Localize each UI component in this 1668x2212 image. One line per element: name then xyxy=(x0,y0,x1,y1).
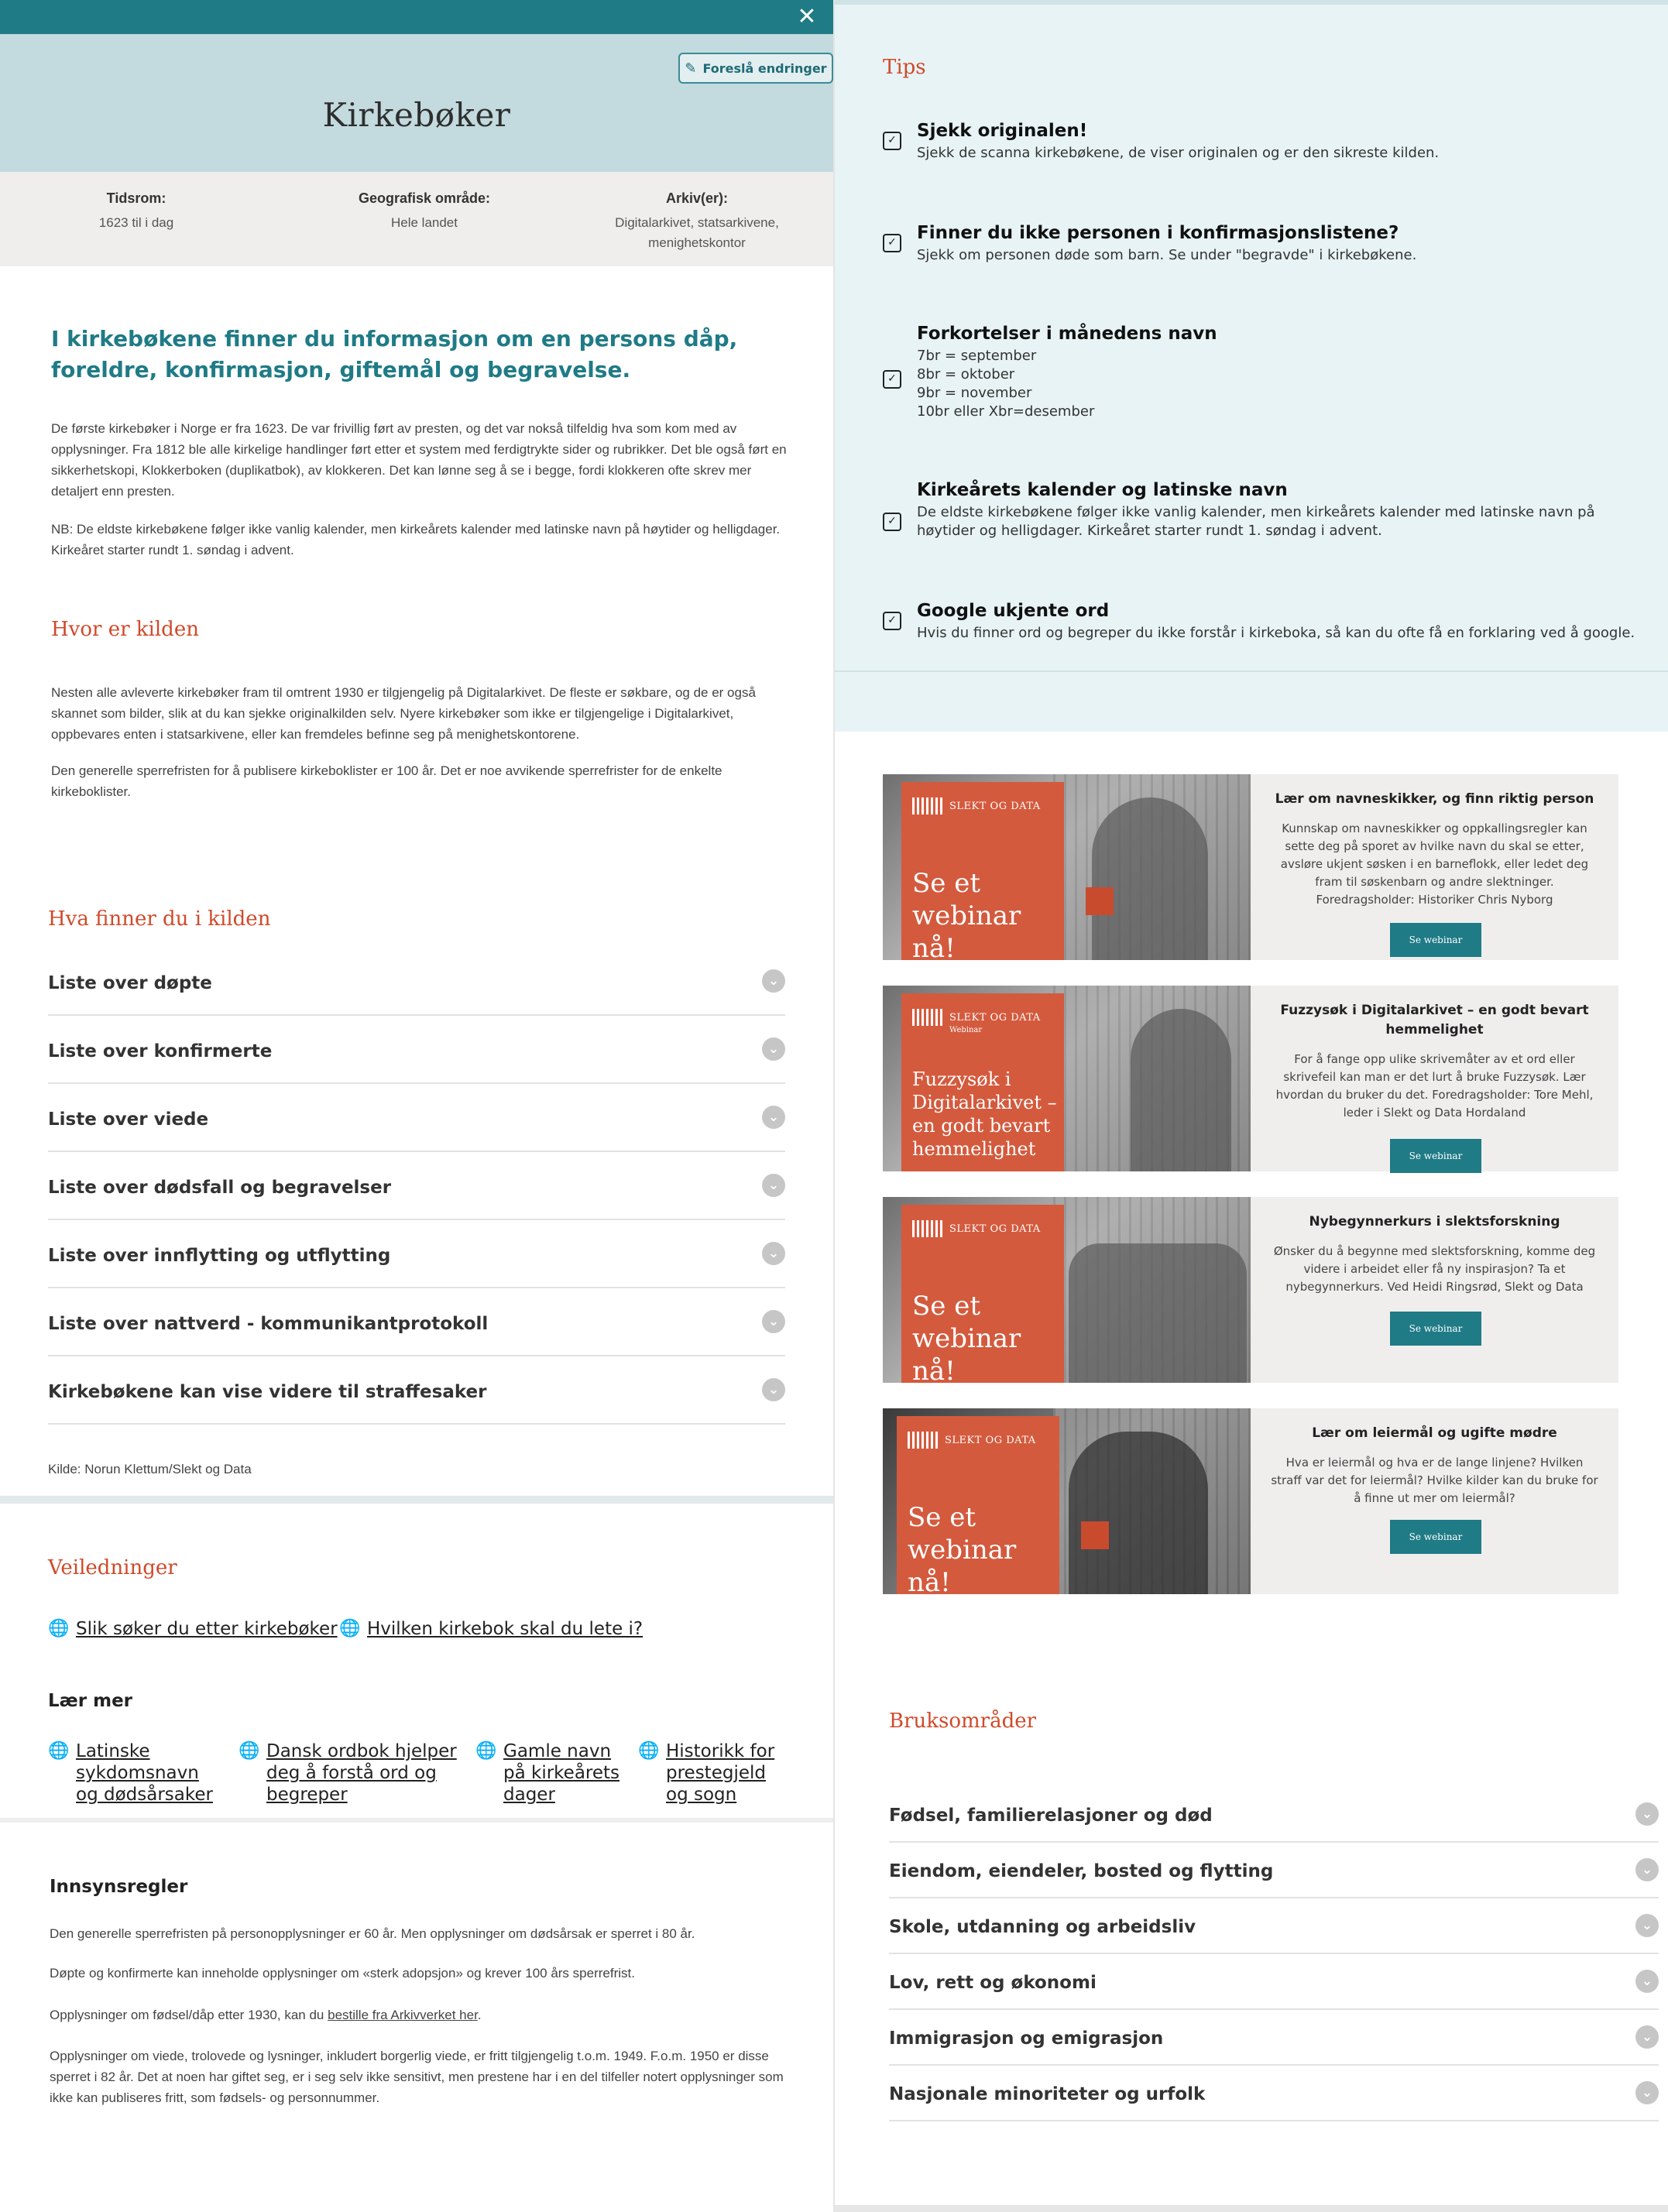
top-bar xyxy=(0,0,833,34)
page-title: Kirkebøker xyxy=(322,96,511,134)
photo-subject xyxy=(1092,797,1208,960)
accent-square xyxy=(1081,1521,1109,1549)
learn-more-link[interactable] xyxy=(48,1740,226,1806)
tips-top-border xyxy=(835,0,1668,5)
chevron-down-icon[interactable]: ⌄ xyxy=(762,1310,785,1333)
webinar-description: For å fange opp ulike skrivemåter av et ord eller skrivefeil kan man er det lurt å bruke Fuzzysøk. Lær hvordan du bruker du det. Foredragsholder: Tore Mehl, leder i Slekt og Data Hordaland xyxy=(1275,1052,1594,1120)
webinar-image xyxy=(883,774,1251,960)
find-item[interactable] xyxy=(48,1084,785,1152)
learn-more-link[interactable] xyxy=(475,1740,630,1806)
find-item[interactable] xyxy=(48,1356,785,1425)
chevron-down-icon[interactable]: ⌄ xyxy=(1635,1914,1659,1937)
find-item-label: Liste over døpte xyxy=(48,973,212,993)
chevron-down-icon[interactable]: ⌄ xyxy=(1635,1858,1659,1881)
chevron-down-icon[interactable]: ⌄ xyxy=(1635,2025,1659,2049)
tip-title: Finner du ikke personen i konfirmasjonslistene? xyxy=(917,223,1399,243)
usage-item[interactable] xyxy=(889,2066,1659,2121)
order-link[interactable]: bestille fra Arkivverket her xyxy=(328,2008,478,2022)
logo-text: SLEKT OG DATA xyxy=(949,1223,1041,1235)
access-paragraph: Døpte og konfirmerte kan inneholde opplysninger om «sterk adopsjon» og krever 100 års sperrefrist. xyxy=(50,1966,635,1981)
find-item[interactable] xyxy=(48,1016,785,1084)
globe-icon: 🌐 xyxy=(48,1741,70,1761)
tip-item xyxy=(883,480,1649,540)
meta-period xyxy=(0,172,273,266)
chevron-down-icon[interactable]: ⌄ xyxy=(762,1037,785,1061)
meta-archive xyxy=(561,172,833,266)
photo-subject xyxy=(1131,1009,1231,1171)
webinar-title: Lær om leiermål og ugifte mødre xyxy=(1312,1425,1557,1441)
usage-item[interactable] xyxy=(889,1898,1659,1954)
webinar-title: Fuzzysøk i Digitalarkivet – en godt bevart hemmelighet xyxy=(1280,1003,1589,1037)
webinar-banner xyxy=(897,1416,1059,1594)
webinar-banner xyxy=(901,782,1064,960)
tip-text: 7br = september xyxy=(917,348,1037,364)
source-embargo: Den generelle sperrefristen for å publisere kirkeboklister er 100 år. Det er noe avvikende sperrefrister for de enkelte kirkeboklister. xyxy=(51,763,722,799)
access-order-text: Opplysninger om fødsel/dåp etter 1930, kan du xyxy=(50,2008,328,2022)
chevron-down-icon[interactable]: ⌄ xyxy=(762,1242,785,1265)
globe-icon: 🌐 xyxy=(48,1619,70,1638)
meta-archive-value: Digitalarkivet, statsarkivene, menighetskontor xyxy=(615,215,779,250)
logo-icon xyxy=(912,797,943,814)
usage-item-label: Lov, rett og økonomi xyxy=(889,1973,1097,1993)
tip-title: Forkortelser i månedens navn xyxy=(917,324,1217,344)
webinar-card xyxy=(883,774,1618,960)
tip-item xyxy=(883,121,1649,163)
banner-text: Se et webinar nå! xyxy=(912,868,1021,960)
meta-period-value: 1623 til i dag xyxy=(98,215,174,230)
banner-text: Fuzzysøk i Digitalarkivet – en godt bevart hemmelighet xyxy=(912,1068,1057,1160)
watch-webinar-button[interactable]: Se webinar xyxy=(1390,1139,1481,1173)
access-paragraph: Den generelle sperrefristen på personopplysninger er 60 år. Men opplysninger om dødsårsak er sperret i 80 år. xyxy=(50,1926,695,1941)
webinar-card xyxy=(883,986,1618,1171)
meta-period-label: Tidsrom: xyxy=(106,190,166,206)
learn-more-link-label[interactable]: Dansk ordbok hjelper deg å forstå ord og begreper xyxy=(266,1741,457,1805)
checklist-icon: ✓ xyxy=(883,234,901,252)
webinar-image xyxy=(883,1408,1251,1594)
main-panel xyxy=(0,0,833,2212)
logo xyxy=(912,1009,1041,1026)
access-heading: Innsynsregler xyxy=(50,1877,188,1897)
access-order-end: . xyxy=(477,2008,482,2022)
webinar-banner xyxy=(901,993,1064,1171)
logo-icon xyxy=(908,1432,939,1449)
close-icon[interactable]: ✕ xyxy=(797,3,817,30)
tip-item xyxy=(883,223,1649,265)
suggest-changes-button[interactable] xyxy=(678,53,833,84)
webinar-title: Nybegynnerkurs i slektsforskning xyxy=(1309,1214,1560,1229)
chevron-down-icon[interactable]: ⌄ xyxy=(762,1174,785,1197)
chevron-down-icon[interactable]: ⌄ xyxy=(1635,1970,1659,1993)
usage-item-label: Immigrasjon og emigrasjon xyxy=(889,2029,1164,2049)
tip-text: 10br eller Xbr=desember xyxy=(917,403,1095,420)
photo-subject xyxy=(1069,1432,1208,1594)
usage-item-label: Skole, utdanning og arbeidsliv xyxy=(889,1917,1196,1937)
source-credit: Kilde: Norun Klettum/Slekt og Data xyxy=(48,1462,252,1476)
webinar-banner xyxy=(901,1205,1064,1383)
checklist-icon: ✓ xyxy=(883,513,901,531)
intro-paragraph: De første kirkebøker i Norge er fra 1623. De var frivillig ført av presten, og det var nokså tilfeldig hva som kom med av opplysninger. Fra 1812 ble alle kirkelige handlinger ført etter et system med ferdigtrykte sider og rubrikker. Det ble også ført en sikkerhetskopi, Klokkerboken (duplikatbok), av klokkeren. Det kan lønne seg å se i begge, fordi klokkeren ofte skrev mer detaljert enn presten. xyxy=(51,421,787,499)
find-item-label: Liste over dødsfall og begravelser xyxy=(48,1178,392,1198)
tips-heading: Tips xyxy=(883,56,926,79)
intro-note: NB: De eldste kirkebøkene følger ikke vanlig kalender, men kirkeårets kalender med latinske navn på høytider og helligdager. Kirkeåret starter rundt 1. søndag i advent. xyxy=(51,522,781,557)
learn-more-link-label[interactable]: Historikk for prestegjeld og sogn xyxy=(666,1741,775,1805)
find-item-label: Liste over nattverd - kommunikantprotokoll xyxy=(48,1314,489,1334)
suggest-changes-label: Foreslå endringer xyxy=(702,60,827,76)
webinar-description: Ønsker du å begynne med slektsforskning, komme deg videre i arbeidet eller få ny inspirasjon? Ta et nybegynnerkurs. Ved Heidi Ringsrød, Slekt og Data xyxy=(1273,1244,1596,1294)
globe-icon: 🌐 xyxy=(239,1741,260,1761)
usage-heading: Bruksområder xyxy=(889,1710,1037,1733)
logo-subtitle: Webinar xyxy=(949,1026,983,1034)
photo-subject xyxy=(1069,1243,1247,1383)
guide-link[interactable] xyxy=(48,1618,338,1640)
logo-text: SLEKT OG DATA xyxy=(949,800,1041,812)
meta-archive-label: Arkiv(er): xyxy=(665,190,729,206)
usage-item-label: Fødsel, familierelasjoner og død xyxy=(889,1806,1213,1826)
chevron-down-icon[interactable]: ⌄ xyxy=(1635,1802,1659,1826)
usage-item[interactable] xyxy=(889,2010,1659,2066)
section-divider xyxy=(0,1496,833,1504)
checklist-icon: ✓ xyxy=(883,370,901,389)
usage-item[interactable] xyxy=(889,1843,1659,1898)
meta-area-label: Geografisk område: xyxy=(358,190,491,206)
intro-lead: I kirkebøkene finner du informasjon om en persons dåp, foreldre, konfirmasjon, giftemål og begravelse. xyxy=(51,326,738,382)
find-item[interactable] xyxy=(48,948,785,1016)
meta-area xyxy=(273,172,561,266)
learn-more-link-label[interactable]: Gamle navn på kirkeårets dager xyxy=(503,1741,620,1805)
find-item-label: Liste over innflytting og utflytting xyxy=(48,1246,391,1266)
side-panel xyxy=(833,0,1668,2212)
globe-icon: 🌐 xyxy=(475,1741,497,1761)
learn-more-link-label[interactable]: Latinske sykdomsnavn og dødsårsaker xyxy=(76,1741,213,1805)
find-item-label: Liste over viede xyxy=(48,1109,209,1130)
webinar-title: Lær om navneskikker, og finn riktig person xyxy=(1275,791,1594,807)
logo xyxy=(908,1432,1036,1449)
tip-text: Sjekk om personen døde som barn. Se under "begravde" i kirkebøkene. xyxy=(917,247,1417,263)
bottom-border xyxy=(835,2205,1668,2212)
hero xyxy=(0,34,833,172)
chevron-down-icon[interactable]: ⌄ xyxy=(1635,2081,1659,2104)
usage-item[interactable] xyxy=(889,1954,1659,2010)
tips-separator xyxy=(835,670,1668,672)
tip-text: 9br = november xyxy=(917,385,1032,401)
tip-text: De eldste kirkebøkene følger ikke vanlig kalender, men kirkeårets kalender med latinske navn på høytider og helligdager. Kirkeåret starter rundt 1. søndag i advent. xyxy=(917,504,1595,539)
find-item-label: Kirkebøkene kan vise videre til straffesaker xyxy=(48,1382,487,1402)
usage-item-label: Nasjonale minoriteter og urfolk xyxy=(889,2084,1206,2104)
watch-webinar-button[interactable]: Se webinar xyxy=(1390,1312,1481,1346)
chevron-down-icon[interactable]: ⌄ xyxy=(762,969,785,993)
tip-title: Google ukjente ord xyxy=(917,601,1110,621)
banner-text: Se et webinar nå! xyxy=(912,1291,1021,1383)
watch-webinar-button[interactable]: Se webinar xyxy=(1390,1520,1481,1554)
chevron-down-icon[interactable]: ⌄ xyxy=(762,1378,785,1401)
logo xyxy=(912,1220,1041,1237)
usage-item-label: Eiendom, eiendeler, bosted og flytting xyxy=(889,1861,1274,1881)
checklist-icon: ✓ xyxy=(883,612,901,630)
access-paragraph: Opplysninger om viede, trolovede og lysninger, inkludert borgerlig viede, er fritt tilgjengelig t.o.m. 1949. F.o.m. 1950 er disse sperret i 82 år. Det at noen har giftet seg, er i seg selv ikke sensitivt, men prestene har i en del tilfeller notert opplysninger som ikke kan publiseres fritt, som fødsels- og personnummer. xyxy=(50,2049,784,2105)
globe-icon: 🌐 xyxy=(339,1619,361,1638)
guide-link[interactable] xyxy=(339,1618,643,1640)
webinar-image xyxy=(883,986,1251,1171)
logo-icon xyxy=(912,1220,943,1237)
tip-text: 8br = oktober xyxy=(917,366,1015,382)
guide-link-label[interactable]: Slik søker du etter kirkebøker xyxy=(76,1619,338,1639)
tip-item xyxy=(883,324,1649,421)
tip-item xyxy=(883,601,1649,643)
watch-webinar-button[interactable]: Se webinar xyxy=(1390,923,1481,957)
checklist-icon: ✓ xyxy=(883,132,901,150)
accent-square xyxy=(1086,887,1114,915)
access-paragraph xyxy=(50,2005,793,2025)
tip-text: Hvis du finner ord og begreper du ikke forstår i kirkeboka, så kan du ofte få en forklaring ved å google. xyxy=(917,625,1635,641)
globe-icon: 🌐 xyxy=(638,1741,660,1761)
tip-title: Sjekk originalen! xyxy=(917,121,1088,141)
webinar-info xyxy=(1251,1408,1618,1594)
webinar-info xyxy=(1251,1197,1618,1383)
webinar-card xyxy=(883,1197,1618,1383)
logo-icon xyxy=(912,1009,943,1026)
meta-info xyxy=(0,172,833,266)
find-item[interactable] xyxy=(48,1152,785,1220)
webinar-description: Hva er leiermål og hva er de lange linjene? Hvilken straff var det for leiermål? Hvilke kilder kan du bruke for å finne ut mer om leiermål? xyxy=(1271,1456,1598,1505)
webinar-description: Kunnskap om navneskikker og oppkallingsregler kan sette deg på sporet av hvilke navn du skal se etter, avsløre ukjent søsken i en barneflokk, eller ledet deg fram til søskenbarn og andre slektninger. Foredragsholder: Historiker Chris Nyborg xyxy=(1280,821,1589,907)
find-item[interactable] xyxy=(48,1220,785,1288)
source-heading: Hvor er kilden xyxy=(51,618,199,641)
webinar-image xyxy=(883,1197,1251,1383)
learn-more-link[interactable] xyxy=(239,1740,463,1806)
tips-panel xyxy=(835,0,1668,732)
logo xyxy=(912,797,1041,814)
learn-more-link[interactable] xyxy=(638,1740,793,1806)
banner-text: Se et webinar nå! xyxy=(908,1502,1017,1594)
section-divider xyxy=(0,1818,833,1823)
webinar-card xyxy=(883,1408,1618,1594)
source-paragraph: Nesten alle avleverte kirkebøker fram til omtrent 1930 er tilgjengelig på Digitalarkivet. De fleste er søkbare, og de er også skannet som bilder, slik at du kan sjekke originalkilden selv. Nyere kirkebøker som ikke er tilgjengelige i Digitalarkivet, oppbevares enten i statsarkivene, eller kan fremdeles befinne seg på menighetskontorene. xyxy=(51,685,756,742)
guide-link-label[interactable]: Hvilken kirkebok skal du lete i? xyxy=(367,1619,644,1639)
guides-heading: Veiledninger xyxy=(48,1556,177,1579)
chevron-down-icon[interactable]: ⌄ xyxy=(762,1106,785,1129)
find-heading: Hva finner du i kilden xyxy=(48,907,271,931)
find-item[interactable] xyxy=(48,1288,785,1356)
pencil-icon: ✎ xyxy=(685,60,697,77)
tip-text: Sjekk de scanna kirkebøkene, de viser originalen og er den sikreste kilden. xyxy=(917,145,1440,161)
learn-more-heading: Lær mer xyxy=(48,1691,133,1711)
tip-title: Kirkeårets kalender og latinske navn xyxy=(917,480,1288,500)
usage-item[interactable] xyxy=(889,1787,1659,1843)
find-item-label: Liste over konfirmerte xyxy=(48,1041,273,1061)
logo-text: SLEKT OG DATA xyxy=(949,1011,1041,1024)
meta-area-value: Hele landet xyxy=(390,215,458,230)
logo-text: SLEKT OG DATA xyxy=(945,1434,1036,1446)
